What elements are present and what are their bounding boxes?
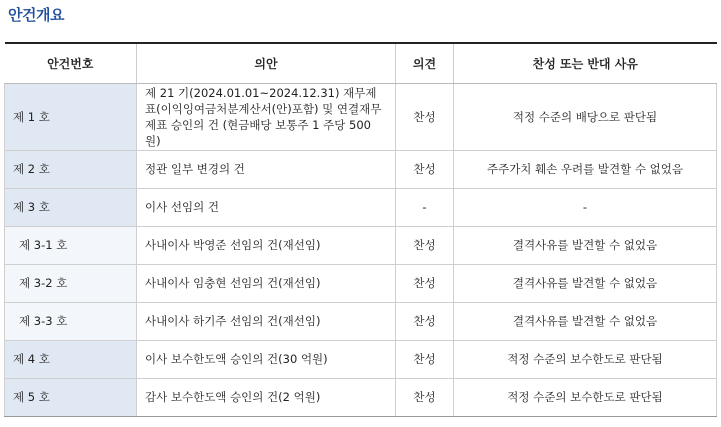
table-row (5, 302, 717, 340)
reason-cell: 적정 수준의 배당으로 판단됨 (454, 83, 717, 150)
opinion-cell: 찬성 (396, 302, 454, 340)
table-row (5, 226, 717, 264)
reason-cell: 주주가치 훼손 우려를 발견할 수 없었음 (454, 150, 717, 188)
reason-cell: 결격사유를 발견할 수 없었음 (454, 264, 717, 302)
agenda-cell: 이사 선임의 건 (137, 188, 396, 226)
agenda-cell: 감사 보수한도액 승인의 건(2 억원) (137, 378, 396, 416)
opinion-cell: 찬성 (396, 226, 454, 264)
opinion-cell: 찬성 (396, 378, 454, 416)
agenda-cell: 사내이사 하기주 선임의 건(재선임) (137, 302, 396, 340)
reason-cell: 적정 수준의 보수한도로 판단됨 (454, 340, 717, 378)
opinion-cell: - (396, 188, 454, 226)
agenda-number-cell: 제 1 호 (5, 83, 137, 150)
agenda-number-cell: 제 3 호 (5, 188, 137, 226)
header-opinion: 의견 (396, 43, 454, 83)
header-agenda-number: 안건번호 (5, 43, 137, 83)
agenda-number-cell: 제 3-2 호 (5, 264, 137, 302)
agenda-cell: 정관 일부 변경의 건 (137, 150, 396, 188)
agenda-number-cell: 제 5 호 (5, 378, 137, 416)
table-header-row (5, 43, 717, 83)
header-agenda: 의안 (137, 43, 396, 83)
header-reason: 찬성 또는 반대 사유 (454, 43, 717, 83)
agenda-number-cell: 제 3-1 호 (5, 226, 137, 264)
opinion-cell: 찬성 (396, 83, 454, 150)
table-row (5, 340, 717, 378)
reason-cell: 결격사유를 발견할 수 없었음 (454, 302, 717, 340)
reason-cell: - (454, 188, 717, 226)
table-row (5, 188, 717, 226)
agenda-table (4, 42, 717, 417)
reason-cell: 적정 수준의 보수한도로 판단됨 (454, 378, 717, 416)
agenda-number-cell: 제 4 호 (5, 340, 137, 378)
agenda-number-cell: 제 3-3 호 (5, 302, 137, 340)
agenda-cell: 이사 보수한도액 승인의 건(30 억원) (137, 340, 396, 378)
page-title: 안건개요 (8, 6, 64, 24)
table-row (5, 264, 717, 302)
agenda-cell: 제 21 기(2024.01.01~2024.12.31) 재무제표(이익잉여금처분계산서(안)포함) 및 연결재무제표 승인의 건 (현금배당 보통주 1 주당 500 원) (137, 83, 396, 150)
opinion-cell: 찬성 (396, 340, 454, 378)
agenda-cell: 사내이사 박영준 선임의 건(재선임) (137, 226, 396, 264)
reason-cell: 결격사유를 발견할 수 없었음 (454, 226, 717, 264)
opinion-cell: 찬성 (396, 264, 454, 302)
table-row (5, 150, 717, 188)
table-row (5, 83, 717, 150)
opinion-cell: 찬성 (396, 150, 454, 188)
table-row (5, 378, 717, 416)
agenda-cell: 사내이사 임충현 선임의 건(재선임) (137, 264, 396, 302)
agenda-number-cell: 제 2 호 (5, 150, 137, 188)
